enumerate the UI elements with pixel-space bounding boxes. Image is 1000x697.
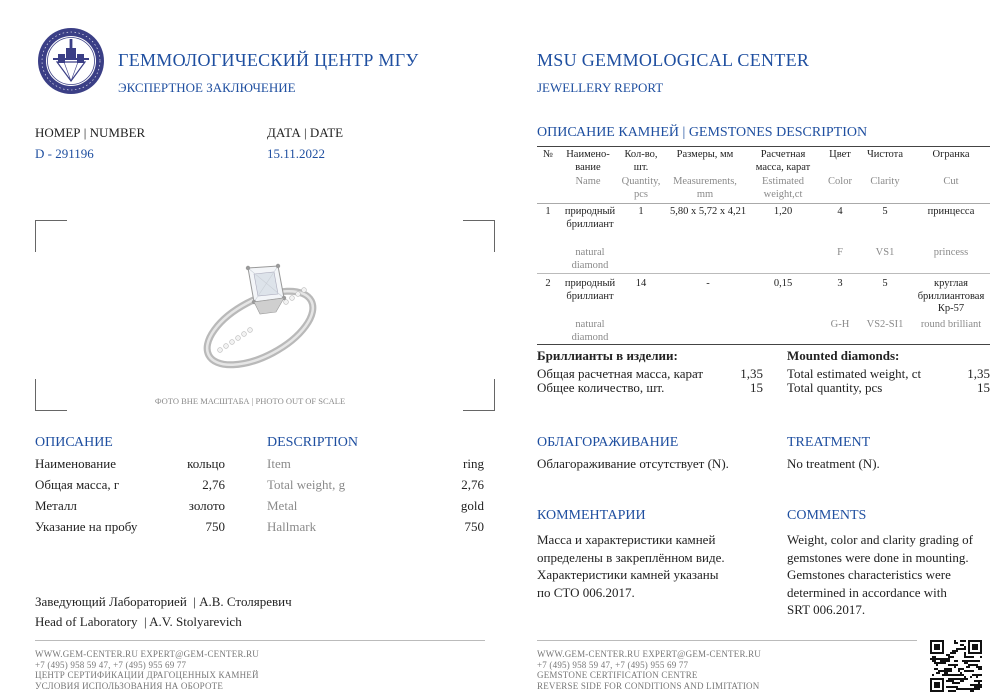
treatment-en-heading: TREATMENT: [787, 435, 871, 450]
gemstones-heading: ОПИСАНИЕ КАМНЕЙ | GEMSTONES DESCRIPTION: [537, 125, 868, 140]
mounted-en-qty-row: [787, 381, 990, 395]
row-value: 750: [205, 519, 225, 534]
mounted-en-qty-value: 15: [977, 380, 990, 395]
mounted-ru-list: [537, 367, 763, 395]
comments-en-line: determined in accordance with: [787, 584, 947, 600]
signature-ru: Заведующий Лабораторией | А.В. Столяревич: [35, 594, 292, 609]
row-label: Наименование: [35, 456, 116, 471]
comments-en-line: SRT 006.2017.: [787, 602, 866, 617]
col-name-en: Name: [575, 176, 601, 187]
mounted-ru-qty-value: 15: [750, 380, 763, 395]
row-value: 2,76: [202, 477, 225, 492]
comments-en-line: Weight, color and clarity grading of: [787, 532, 973, 547]
cell-meas: 5,80 x 5,72 x 4,21: [669, 206, 747, 217]
mounted-en-weight-label: Total estimated weight, ct: [787, 366, 922, 381]
col-no: №: [542, 149, 554, 160]
treatment-ru-heading: ОБЛАГОРАЖИВАНИЕ: [537, 435, 679, 450]
col-cut-en: Cut: [943, 176, 959, 187]
description-ru-row: [35, 456, 225, 477]
cell-clarity: 5: [882, 206, 888, 217]
col-clarity: Чистота: [866, 149, 904, 160]
mounted-ru-weight-value: 1,35: [740, 366, 763, 381]
number-value: D - 291196: [35, 146, 94, 161]
row-label: Общая масса, г: [35, 477, 120, 492]
row-value: gold: [460, 498, 484, 513]
comments-en-line: Gemstones characteristics were: [787, 567, 951, 582]
col-meas-en: Measurements, mm: [673, 176, 737, 200]
row-value: золото: [188, 498, 225, 513]
ring-photo: [190, 250, 330, 370]
col-qty-en: Quantity, pcs: [621, 176, 661, 200]
header-en-subtitle: JEWELLERY REPORT: [537, 80, 664, 95]
msu-logo: [37, 27, 105, 95]
qr-code[interactable]: [930, 640, 982, 692]
col-weight: Расчетная масса, карат: [755, 149, 811, 173]
description-en-list: [267, 456, 484, 540]
photo-frame-corner-tl: [35, 220, 67, 252]
comments-ru-line: Масса и характеристики камней: [537, 532, 716, 547]
footer-left-line: ЦЕНТР СЕРТИФИКАЦИИ ДРАГОЦЕННЫХ КАМНЕЙ: [35, 670, 259, 680]
cell-color-en: F: [837, 247, 843, 258]
footer-right-line: +7 (495) 958 59 47, +7 (495) 955 69 77: [537, 659, 689, 670]
footer-left-line: WWW.GEM-CENTER.RU EXPERT@GEM-CENTER.RU: [35, 649, 259, 659]
col-weight-en: Estimated weight,ct: [762, 176, 804, 200]
comments-en-text: [787, 531, 973, 619]
description-en-row: [267, 498, 484, 519]
footer-right: [537, 649, 761, 691]
mounted-en-heading: Mounted diamonds:: [787, 348, 900, 363]
treatment-ru-text: Облагораживание отсутствует (N).: [537, 456, 729, 471]
footer-right-line: REVERSE SIDE FOR CONDITIONS AND LIMITATION: [537, 680, 760, 691]
cell-cut: принцесса: [927, 206, 975, 217]
date-value: 15.11.2022: [267, 146, 326, 161]
row-label: Металл: [35, 498, 77, 513]
cell-meas: -: [706, 278, 710, 289]
row-label: Item: [267, 456, 291, 471]
mounted-ru-qty-row: [537, 381, 763, 395]
row-label: Указание на пробу: [35, 519, 138, 534]
cell-name: природный бриллиант: [564, 206, 616, 230]
gemstones-table-header-en: [537, 176, 990, 202]
date-label: ДАТА | DATE: [267, 125, 344, 140]
description-ru-list: [35, 456, 225, 540]
photo-frame-corner-tr: [463, 220, 495, 252]
description-ru-row: [35, 477, 225, 498]
gemstones-table-bottom-rule: [537, 344, 990, 345]
cell-color-en: G-H: [830, 319, 850, 330]
cell-name-en: natural diamond: [571, 247, 609, 271]
mounted-en-weight-value: 1,35: [967, 366, 990, 381]
col-qty: Кол-во, шт.: [624, 149, 658, 173]
table-row: [537, 278, 990, 342]
description-en-row: [267, 456, 484, 477]
header-en-title: MSU GEMMOLOGICAL CENTER: [537, 50, 810, 70]
footer-right-line: WWW.GEM-CENTER.RU EXPERT@GEM-CENTER.RU: [537, 649, 761, 659]
photo-frame-corner-br: [463, 379, 495, 411]
cell-name: природный бриллиант: [564, 278, 616, 302]
number-label: НОМЕР | NUMBER: [35, 125, 146, 140]
comments-en-line: gemstones were done in mounting.: [787, 549, 969, 565]
gemstones-row-rule: [537, 273, 990, 274]
description-ru-heading: ОПИСАНИЕ: [35, 435, 113, 450]
col-cut: Огранка: [932, 149, 970, 160]
description-ru-row: [35, 519, 225, 540]
col-color-en: Color: [828, 176, 852, 187]
row-value: ring: [463, 456, 484, 471]
footer-left-line: УСЛОВИЯ ИСПОЛЬЗОВАНИЯ НА ОБОРОТЕ: [35, 680, 224, 691]
mounted-en-qty-label: Total quantity, pcs: [787, 380, 883, 395]
mounted-en-weight-row: [787, 367, 990, 381]
cell-no: 2: [545, 278, 551, 289]
mounted-ru-weight-label: Общая расчетная масса, карат: [537, 366, 704, 381]
cell-qty: 1: [638, 206, 644, 217]
header-ru-subtitle: ЭКСПЕРТНОЕ ЗАКЛЮЧЕНИЕ: [118, 80, 296, 95]
footer-divider-left: [35, 640, 485, 641]
comments-ru-heading: КОММЕНТАРИИ: [537, 508, 646, 523]
description-en-heading: DESCRIPTION: [267, 435, 359, 450]
mounted-ru-weight-row: [537, 367, 763, 381]
signature-en: Head of Laboratory | A.V. Stolyarevich: [35, 614, 242, 629]
mounted-ru-qty-label: Общее количество, шт.: [537, 380, 665, 395]
cell-color: 3: [837, 278, 843, 289]
header-ru-title: ГЕММОЛОГИЧЕСКИЙ ЦЕНТР МГУ: [118, 50, 419, 70]
row-label: Metal: [267, 498, 298, 513]
treatment-en-text: No treatment (N).: [787, 456, 880, 471]
description-en-row: [267, 477, 484, 498]
cell-clarity-en: VS2-SI1: [866, 319, 904, 330]
cell-cut: круглая бриллиантовая Кр-57: [917, 278, 985, 314]
comments-en-heading: COMMENTS: [787, 508, 867, 523]
table-row: [537, 206, 990, 271]
cell-cut-en: princess: [933, 247, 969, 258]
comments-ru-line: определены в закреплённом виде.: [537, 549, 725, 565]
cell-name-en: natural diamond: [571, 319, 609, 343]
col-color: Цвет: [829, 149, 851, 160]
comments-ru-line: Характеристики камней указаны: [537, 567, 719, 582]
gemstones-table-header-rule: [537, 203, 990, 204]
footer-divider-right: [537, 640, 917, 641]
gemstones-table-top-rule: [537, 146, 990, 147]
row-label: Hallmark: [267, 519, 317, 534]
mounted-en-list: [787, 367, 990, 395]
row-value: 750: [464, 519, 484, 534]
footer-left-line: +7 (495) 958 59 47, +7 (495) 955 69 77: [35, 659, 187, 670]
col-name: Наимено-вание: [566, 149, 610, 173]
cell-qty: 14: [635, 278, 647, 289]
col-meas: Размеры, мм: [676, 149, 734, 160]
photo-frame-corner-bl: [35, 379, 67, 411]
description-en-row: [267, 519, 484, 540]
row-value: 2,76: [461, 477, 484, 492]
row-value: кольцо: [187, 456, 225, 471]
cell-cut-en: round brilliant: [920, 319, 982, 330]
row-label: Total weight, g: [267, 477, 346, 492]
comments-ru-text: [537, 531, 725, 601]
footer-right-line: GEMSTONE CERTIFICATION CENTRE: [537, 670, 698, 680]
cell-weight: 1,20: [773, 206, 793, 217]
col-clarity-en: Clarity: [870, 176, 900, 187]
cell-weight: 0,15: [773, 278, 793, 289]
cell-no: 1: [545, 206, 551, 217]
footer-left: [35, 649, 259, 691]
comments-ru-line: по СТО 006.2017.: [537, 584, 635, 600]
description-ru-row: [35, 498, 225, 519]
cell-clarity-en: VS1: [875, 247, 895, 258]
cell-color: 4: [837, 206, 843, 217]
cell-clarity: 5: [882, 278, 888, 289]
photo-caption: ФОТО ВНЕ МАСШТАБА | PHOTO OUT OF SCALE: [154, 396, 346, 406]
mounted-ru-heading: Бриллианты в изделии:: [537, 348, 678, 363]
